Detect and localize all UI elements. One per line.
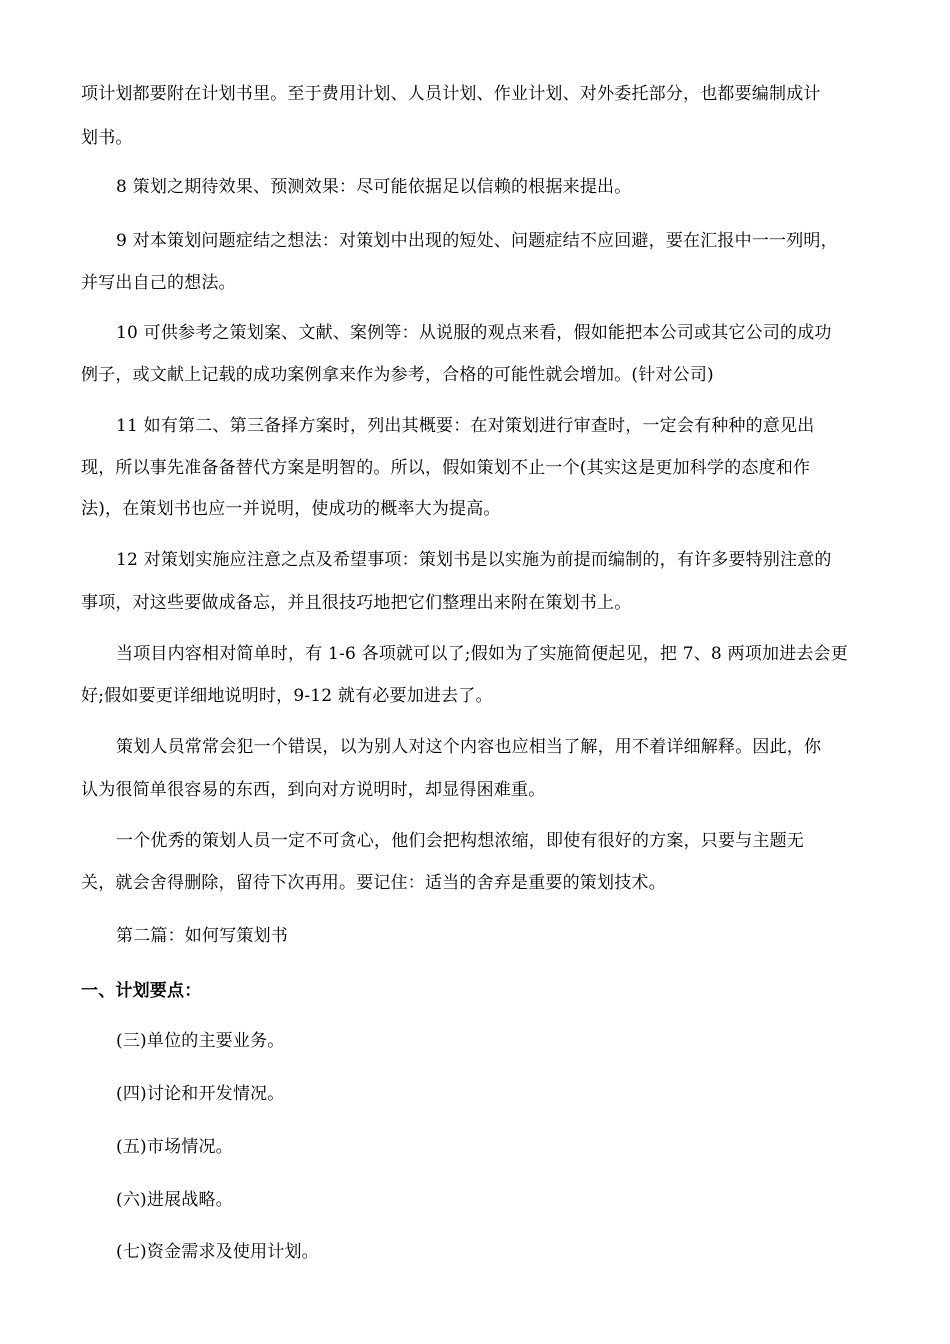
paragraph-line: 一个优秀的策划人员一定不可贪心，他们会把构想浓缩，即使有很好的方案，只要与主题无: [116, 831, 804, 851]
paragraph-line: 12 对策划实施应注意之点及希望事项：策划书是以实施为前提而编制的，有许多要特别注意的: [116, 550, 832, 570]
paragraph-line: 法)，在策划书也应一并说明，使成功的概率大为提高。: [81, 499, 501, 519]
paragraph-line: 关，就会舍得删除，留待下次再用。要记住：适当的舍弃是重要的策划技术。: [81, 873, 666, 893]
paragraph-line: 策划人员常常会犯一个错误，以为别人对这个内容也应相当了解，用不着详细解释。因此，你: [116, 737, 822, 757]
paragraph-line: 8 策划之期待效果、预测效果：尽可能依据足以信赖的根据来提出。: [116, 177, 632, 197]
paragraph-line: 事项，对这些要做成备忘，并且很技巧地把它们整理出来附在策划书上。: [81, 593, 632, 613]
paragraph-line: 9 对本策划问题症结之想法：对策划中出现的短处、问题症结不应回避，要在汇报中一一列明，: [116, 231, 838, 251]
paragraph-line: 划书。: [81, 128, 133, 148]
paragraph-line: 现，所以事先准备备替代方案是明智的。所以，假如策划不止一个(其实这是更加科学的态度和作: [81, 458, 811, 478]
paragraph-line: 10 可供参考之策划案、文献、案例等：从说服的观点来看，假如能把本公司或其它公司的成功: [116, 323, 832, 343]
paragraph-line: 11 如有第二、第三备择方案时，列出其概要：在对策划进行审查时，一定会有种种的意见出: [116, 416, 815, 436]
paragraph-line: 例子，或文献上记载的成功案例拿来作为参考，合格的可能性就会增加。(针对公司): [81, 365, 714, 385]
paragraph-line: 认为很简单很容易的东西，到向对方说明时，却显得困难重。: [81, 780, 546, 800]
list-item: (七)资金需求及使用计划。: [116, 1242, 319, 1262]
list-item: (三)单位的主要业务。: [116, 1031, 285, 1051]
paragraph-line: 并写出自己的想法。: [81, 273, 236, 293]
list-item: (六)进展战略。: [116, 1190, 233, 1210]
list-item: (五)市场情况。: [116, 1137, 233, 1157]
paragraph-line: 好;假如要更详细地说明时，9-12 就有必要加进去了。: [81, 686, 493, 706]
list-item: (四)讨论和开发情况。: [116, 1084, 285, 1104]
section-heading: 一、计划要点：: [81, 981, 202, 1001]
section-title: 第二篇：如何写策划书: [116, 926, 288, 946]
paragraph-line: 当项目内容相对简单时，有 1-6 各项就可以了;假如为了实施简便起见，把 7、8 两项加进去会更: [116, 644, 848, 664]
paragraph-line: 项计划都要附在计划书里。至于费用计划、人员计划、作业计划、对外委托部分，也都要编制成计: [81, 84, 821, 104]
